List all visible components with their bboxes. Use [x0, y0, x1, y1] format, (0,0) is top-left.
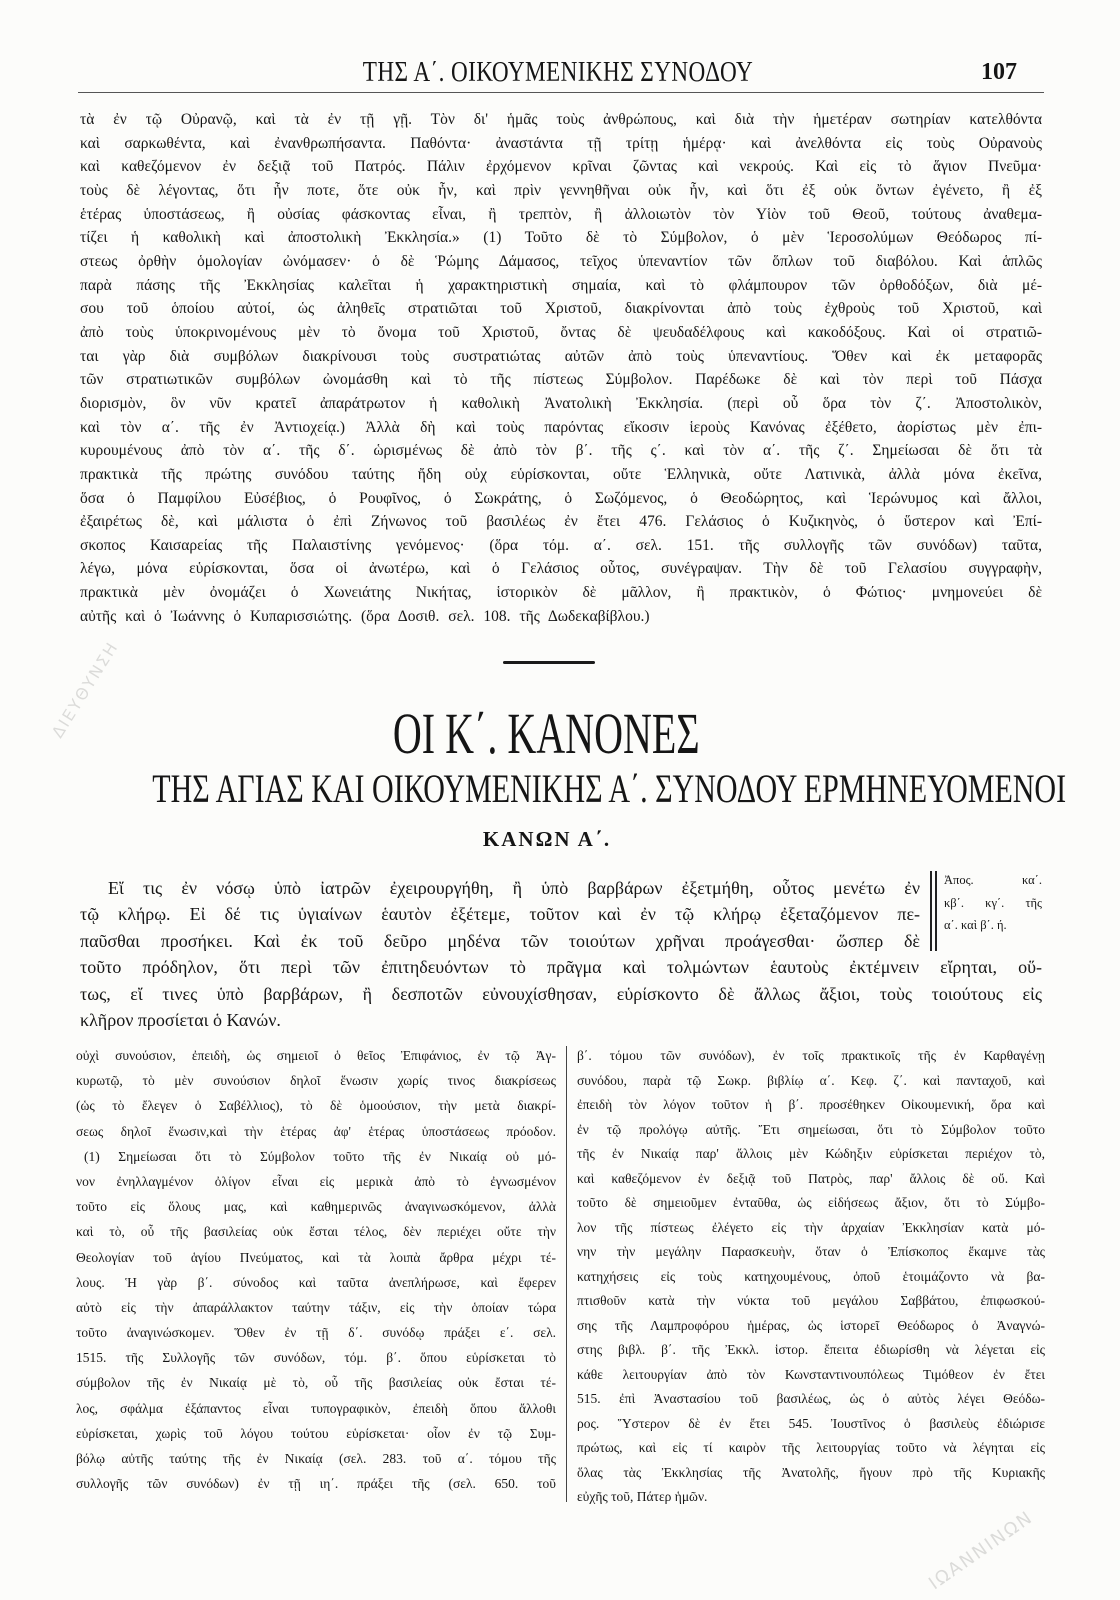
intro-line: αὐτῆς καὶ ὁ Ἰωάννης ὁ Κυπαρισσιώτης. (ὅρα Δοσιθ. σελ. 108. τῆς Δωδεκαβίβλου.) — [80, 607, 650, 625]
intro-paragraph — [80, 108, 1042, 628]
margin-note-bar — [930, 871, 932, 951]
note-line: καὶ καθεζόμενον ἐν δεξιᾷ τοῦ Πατρὸς, παρ' ἄλλοις δὲ οὔ. Καὶ — [577, 1170, 1045, 1186]
section-title: ΟΙ Κ΄. ΚΑΝΟΝΕΣ — [392, 701, 700, 766]
intro-line: λέγω, μόνα εὑρίσκονται, ὅσα οἱ ἀνωτέρω, καὶ ὁ Γελάσιος οὗτος, συνέγραψαν. Τὴν δὲ τοῦ Γελασίου συγγραφὴν, — [80, 560, 1042, 578]
intro-line: καὶ καθεζόμενον ἐν δεξιᾷ τοῦ Πατρός. Πάλιν ἐρχόμενον κρῖναι ζῶντας καὶ νεκρούς. Καὶ εἰς τὸ ἅγιον Πνεῦμα· — [80, 158, 1042, 176]
intro-line: σκοπος Καισαρείας τῆς Παλαιστίνης γενόμενος· (ὅρα τόμ. α΄. σελ. 151. τῆς συλλογῆς τῶν συνόδων) ταῦτα, — [80, 536, 1042, 554]
intro-line: παρὰ πάσης τῆς Ἐκκλησίας καλεῖται ἡ χαρακτηριστικὴ σημαία, καὶ τὸ φλάμπουρον τῶν ὀρθοδόξων, διὰ μέ- — [80, 276, 1042, 294]
note-line: 1515. τῆς Συλλογῆς τῶν συνόδων, τόμ. β΄. ὅπου εὑρίσκεται τὸ — [76, 1350, 556, 1366]
intro-line: κυρουμένους ἀπὸ τὸν α΄. τῆς δ΄. ὡρισμένως δὲ ἀπὸ τὸν β΄. τῆς ς΄. καὶ τὸν α΄. τῆς ζ΄. Σημείωσαι δὲ ὅτι τὰ — [80, 442, 1042, 460]
note-line: πτισθοῦν κατὰ τὴν νύκτα τοῦ μεγάλου Σαββάτου, ἐπιφωσκού- — [577, 1293, 1045, 1308]
canon-line: τοῦτο πρόδηλον, ὅτι περὶ τῶν ἐπιτηδευόντων τὸ πρᾶγμα καὶ τολμώντων ἑαυτοὺς ἐκτέμνειν εἴρηται, οὕ- — [80, 957, 1042, 978]
running-header — [0, 57, 1116, 87]
note-line: νην τὴν μεγάλην Παρασκευὴν, ὅταν ὁ Ἐπίσκοπος ἔκαμνε τὰς — [577, 1244, 1045, 1259]
canon-line: παῦσθαι προσήκει. Καὶ ἐκ τοῦ δεῦρο μηδένα τῶν τοιούτων χρῆναι προάγεσθαι· ὥσπερ δὲ — [80, 930, 920, 951]
intro-line: σου τοῦ ὁποίου αὐτοί, ὡς ἀληθεῖς στρατιῶται τοῦ Χριστοῦ, διακρίνονται ἀπὸ τοὺς ἐχθροὺς τοῦ Χριστοῦ, καὶ — [80, 300, 1042, 318]
margin-note — [944, 869, 1042, 937]
note-line: κάθε λειτουργίαν ἀπὸ τὸν Κωνσταντινουπόλεως Τιμόθεον ἐν ἔτει — [577, 1366, 1045, 1382]
intro-line: τοὺς δὲ λέγοντας, ὅτι ἦν ποτε, ὅτε οὐκ ἦν, καὶ πρὶν γεννηθῆναι οὐκ ἦν, καὶ ὅτι ἐξ οὐκ ὄντων ἐγένετο, ἢ ἐξ — [80, 181, 1042, 199]
intro-line: τίζει ἡ καθολικὴ καὶ ἀποστολικὴ Ἐκκλησία.» (1) Τοῦτο δὲ τὸ Σύμβολον, ὁ μὲν Ἱεροσολύμων Θεόδωρος πί- — [80, 229, 1042, 247]
margin-note-line: κβ΄. κγ΄. τῆς — [944, 895, 1042, 910]
note-line: σης τῆς Λαμπροφόρου ἡμέρας, ὡς ἱστορεῖ Θεόδωρος ὁ Ἀναγνώ- — [577, 1317, 1045, 1333]
intro-line: καὶ σαρκωθέντα, καὶ ἐνανθρωπήσαντα. Παθόντα· ἀναστάντα τῇ τρίτῃ ἡμέρᾳ· καὶ ἀνελθόντα εἰς τοὺς Οὐρανοὺς — [80, 134, 1042, 152]
note-line: εὑρίσκεται, χωρὶς τοῦ λόγου τούτου εὑρίσκεται· οἷον ἐν τῷ Συμ- — [76, 1425, 556, 1441]
running-title: ΤΗΣ Α΄. ΟΙΚΟΥΜΕΝΙΚΗΣ ΣΥΝΟΔΟΥ — [362, 56, 754, 88]
note-line: τοῦτο δὲ σημειοῦμεν ἐνταῦθα, ὡς εἰδήσεως ἄξιον, ὅτι τὸ Σύμβο- — [577, 1195, 1045, 1210]
note-line: λος, σφάλμα ἐξάπαντος εἶναι τυπογραφικὸν, ἐπειδὴ ὅπου ἄλλοθι — [76, 1400, 556, 1416]
intro-line: ται γὰρ διὰ συμβόλων διακρίνουσι τοὺς συστρατιώτας αὐτῶν ἀπὸ τοὺς ὑπεναντίους. Ὅθεν καὶ ἐκ μεταφορᾶς — [80, 347, 1042, 365]
canon-line: τως, εἴ τινες ὑπὸ βαρβάρων, ἢ δεσποτῶν εὐνουχίσθησαν, εὑρίσκοντο δὲ ἄλλως ἄξιοι, τοὺς τοιούτους εἰς — [80, 983, 1042, 1004]
intro-line: ὅσα ὁ Παμφίλου Εὐσέβιος, ὁ Ρουφῖνος, ὁ Σωκράτης, ὁ Σωζόμενος, ὁ Θεοδώρητος, καὶ Ἱερώνυμος καὶ ἄλλοι, — [80, 489, 1042, 507]
intro-line: καὶ τὸν α΄. τῆς ἐν Ἀντιοχείᾳ.) Ἀλλὰ δὴ καὶ τοὺς παρόντας εἴκοσιν ἱεροὺς Κανόνας ἐξέθετο, ἀορίστως μὲν ἐπι- — [80, 418, 1042, 436]
intro-line: στεως ὀρθὴν ὁμολογίαν ὠνόμασεν· ὁ δὲ Ῥώμης Δάμασος, τεῖχος ὑπεναντίον τῶν ὅπλων τοῦ διαβόλου. Καὶ ἁπλῶς — [80, 252, 1042, 270]
note-line: τῆς ἐν Νικαίᾳ παρ' ἄλλοις μὲν Κώδηξιν εὑρίσκεται περιέχον τὸ, — [577, 1146, 1045, 1161]
library-stamp-right: ΙΩΑΝΝΙΝΩΝ — [925, 1506, 1038, 1595]
intro-line: πρακτικὰ μὲν ὀνομάζει ὁ Χωνειάτης Νικήτας, ἱστορικὸν δὲ μᾶλλον, ἢ πρακτικὸν, ὁ Φώτιος· μνημονεύει δὲ — [80, 584, 1042, 602]
note-line: καὶ τὸ, οὗ τῆς βασιλείας οὐκ ἔσται τέλος, δὲν περιέχει οὔτε τὴν — [76, 1224, 556, 1240]
note-line: λον τῆς πίστεως ἐλέγετο εἰς τὴν ἀρχαίαν Ἐκκλησίαν κατὰ μό- — [577, 1219, 1045, 1235]
canon-text — [80, 875, 1042, 1033]
library-stamp-left: ΔΙΕΥΘΥΝΣΗ — [47, 637, 123, 742]
note-line: τοῦτο ἀναγινώσκομεν. Ὅθεν ἐν τῇ δ΄. συνόδῳ πράξει ε΄. σελ. — [76, 1325, 556, 1341]
note-line: εὐχῆς τοῦ, Πάτερ ἡμῶν. — [577, 1489, 708, 1504]
intro-line: τὰ ἐν τῷ Οὐρανῷ, καὶ τὰ ἐν τῇ γῇ. Τὸν δι' ἡμᾶς τοὺς ἀνθρώπους, καὶ διὰ τὴν ἡμετέραν σωτηρίαν κατελθόντα — [80, 111, 1042, 128]
note-line: σύμβολον τῆς ἐν Νικαίᾳ μὲ τὸ, οὗ τῆς βασιλείας οὐκ ἔσται τέ- — [76, 1375, 556, 1391]
section-subtitle: ΤΗΣ ΑΓΙΑΣ ΚΑΙ ΟΙΚΟΥΜΕΝΙΚΗΣ Α΄. ΣΥΝΟΔΟΥ ΕΡΜΗΝΕΥΟΜΕΝΟΙ — [152, 766, 1067, 811]
intro-line: ἐξαιρέτως δὲ, καὶ μάλιστα ὁ ἐπὶ Ζήνωνος τοῦ βασιλέως ἐν ἔτει 476. Γελάσιος ὁ Κυζικηνὸς, ὁ ὕστερον καὶ Ἐπί- — [80, 513, 1042, 531]
note-line: ἐν τῷ προλόγῳ αὐτῆς. Ἔτι σημείωσαι, ὅτι τὸ Σύμβολον τοῦτο — [577, 1121, 1045, 1137]
note-line: συλλογῆς τῶν συνόδων) ἐν τῇ ιη΄. πράξει τῆς (σελ. 650. τοῦ — [76, 1476, 556, 1492]
note-line: λους. Ἡ γὰρ β΄. σύνοδος καὶ ταῦτα ἀνεπλήρωσε, καὶ ἔφερεν — [76, 1274, 556, 1290]
note-line: αὐτὸ εἰς τὴν ἀπαράλλακτον ταύτην τάξιν, εἰς τὴν ὁποίαν τώρα — [76, 1299, 556, 1315]
note-line: συνόδου, παρὰ τῷ Σωκρ. βιβλίῳ α΄. Κεφ. ζ΄. καὶ πανταχοῦ, καὶ — [577, 1072, 1045, 1088]
note-line: σεως δηλοῖ ἕνωσιν,καὶ τὴν ἑτέρας ἀφ' ἑτέρας ὑποστάσεως πρόοδον. — [76, 1123, 556, 1139]
notes-column-left — [76, 1043, 556, 1496]
note-line: β΄. τόμου τῶν συνόδων), ἐν τοῖς πρακτικοῖς τῆς ἐν Καρθαγένῃ — [577, 1048, 1045, 1063]
note-line: (1) Σημείωσαι ὅτι τὸ Σύμβολον τοῦτο τῆς ἐν Νικαίᾳ οὐ μό- — [84, 1148, 556, 1164]
note-line: κατηχήσεις εἰς τοὺς κατηχουμένους, ὁποῦ ἑτοιμάζοντο νὰ βα- — [577, 1268, 1045, 1284]
note-line: Θεολογίαν τοῦ ἁγίου Πνεύματος, καὶ τὰ λοιπὰ ἄρθρα μέχρι τέ- — [76, 1249, 556, 1265]
intro-line: ἀπὸ τοὺς ὑποκρινομένους μὲν τὸ ὄνομα τοῦ Χριστοῦ, ὄντας δὲ ψευδαδέλφους καὶ κακοδόξους. Καὶ οἱ στρατιῶ- — [80, 323, 1042, 341]
section-subtitle-row — [0, 766, 1120, 811]
note-line: οὐχὶ συνούσιον, ἐπειδὴ, ὡς σημειοῖ ὁ θεῖος Ἐπιφάνιος, ἐν τῷ Ἀγ- — [76, 1048, 556, 1063]
canon-line: τῷ κλήρῳ. Εἰ δέ τις ὑγιαίνων ἑαυτὸν ἐξέτεμε, τοῦτον καὶ ἐν τῷ κλήρῳ ἐξεταζόμενον πε- — [80, 904, 920, 925]
note-line: ἐπειδὴ τὸν λόγον τοῦτον ἡ β΄. προσέθηκεν Οἰκουμενική, ὅρα καὶ — [577, 1097, 1045, 1112]
note-line: πρώτως, καὶ εἰς τί καιρὸν τῆς λειτουργίας τοῦτο νὰ λέγηται εἰς — [577, 1440, 1045, 1455]
notes-column-right — [577, 1044, 1045, 1510]
note-line: ὅλας τὰς Ἐκκλησίας τῆς Ἀνατολῆς, ἤγουν πρὸ τῆς Κυριακῆς — [577, 1464, 1045, 1480]
section-divider — [503, 661, 595, 664]
intro-line: διορισμὸν, ὃν νῦν κρατεῖ ἀπαράτρωτον ἡ καθολικὴ Ἀνατολικὴ Ἐκκλησία. (περὶ οὗ ὅρα τὸν ζ΄. Ἀποστολικὸν, — [80, 394, 1042, 412]
section-title-row — [0, 701, 1092, 766]
note-line: κυρωτῷ, τὸ μὲν συνούσιον δηλοῖ ἕνωσιν χωρίς τινος διακρίσεως — [76, 1073, 556, 1089]
margin-note-bar — [935, 871, 937, 951]
note-line: νον ἐνηλλαγμένον ὀλίγον εἶναι εἰς μερικὰ ἀπὸ τὸ ἐγνωσμένον — [76, 1173, 556, 1189]
column-rule — [566, 1046, 567, 1502]
canon-heading: ΚΑΝΩΝ Α΄. — [482, 827, 612, 851]
note-line: βόλῳ αὐτῆς ταύτης τῆς ἐν Νικαίᾳ (σελ. 283. τοῦ α΄. τόμου τῆς — [76, 1451, 556, 1466]
canon-line: κλῆρον προσίεται ὁ Κανών. — [80, 1009, 281, 1030]
header-rule — [78, 92, 1044, 93]
margin-note-line: Ἀπος. κα΄. — [944, 873, 1042, 887]
note-line: ρος. Ὕστερον δὲ ἐν ἔτει 545. Ἰουστῖνος ὁ βασιλεὺς ἐδιώρισε — [577, 1415, 1045, 1431]
intro-line: πρακτικὰ τῆς πρώτης συνόδου ταύτης ἤδη οὐχ εὑρίσκονται, οὔτε Ἑλληνικὰ, οὔτε Λατινικὰ, ἀλλὰ μόνα ἐκεῖνα, — [80, 465, 1042, 483]
canon-line: Εἴ τις ἐν νόσῳ ὑπὸ ἰατρῶν ἐχειρουργήθη, ἢ ὑπὸ βαρβάρων ἐξετμήθη, οὗτος μενέτω ἐν — [108, 878, 920, 898]
page-number: 107 — [981, 59, 1017, 85]
intro-line: ἑτέρας ὑποστάσεως, ἢ οὐσίας φάσκοντας εἶναι, ἢ τρεπτὸν, ἢ ἀλλοιωτὸν τὸν Υἱὸν τοῦ Θεοῦ, τούτους ἀναθεμα- — [80, 205, 1042, 223]
note-line: στης βιβλ. β΄. τῆς Ἐκκλ. ἱστορ. ἔπειτα ἐδιωρίσθη νὰ λέγεται εἰς — [577, 1342, 1045, 1357]
note-line: τοῦτο εἰς ὅλους μας, καὶ καθημερινῶς ἀναγινωσκόμενον, ἀλλὰ — [76, 1199, 556, 1215]
margin-note-line: α΄. καὶ β΄. ή. — [944, 918, 1007, 932]
note-line: 515. ἐπὶ Ἀναστασίου τοῦ βασιλέως, ὡς ὁ αὐτὸς λέγει Θεόδω- — [577, 1391, 1045, 1406]
note-line: (ὡς τὸ ἔλεγεν ὁ Σαβέλλιος), τὸ δὲ ὁμοούσιον, τὴν μετὰ διακρί- — [76, 1098, 556, 1114]
intro-line: τῶν στρατιωτικῶν συμβόλων ὠνομάσθη καὶ τὸ τῆς πίστεως Σύμβολον. Παρέδωκε δὲ καὶ τὸν περὶ τοῦ Πάσχα — [80, 371, 1042, 389]
